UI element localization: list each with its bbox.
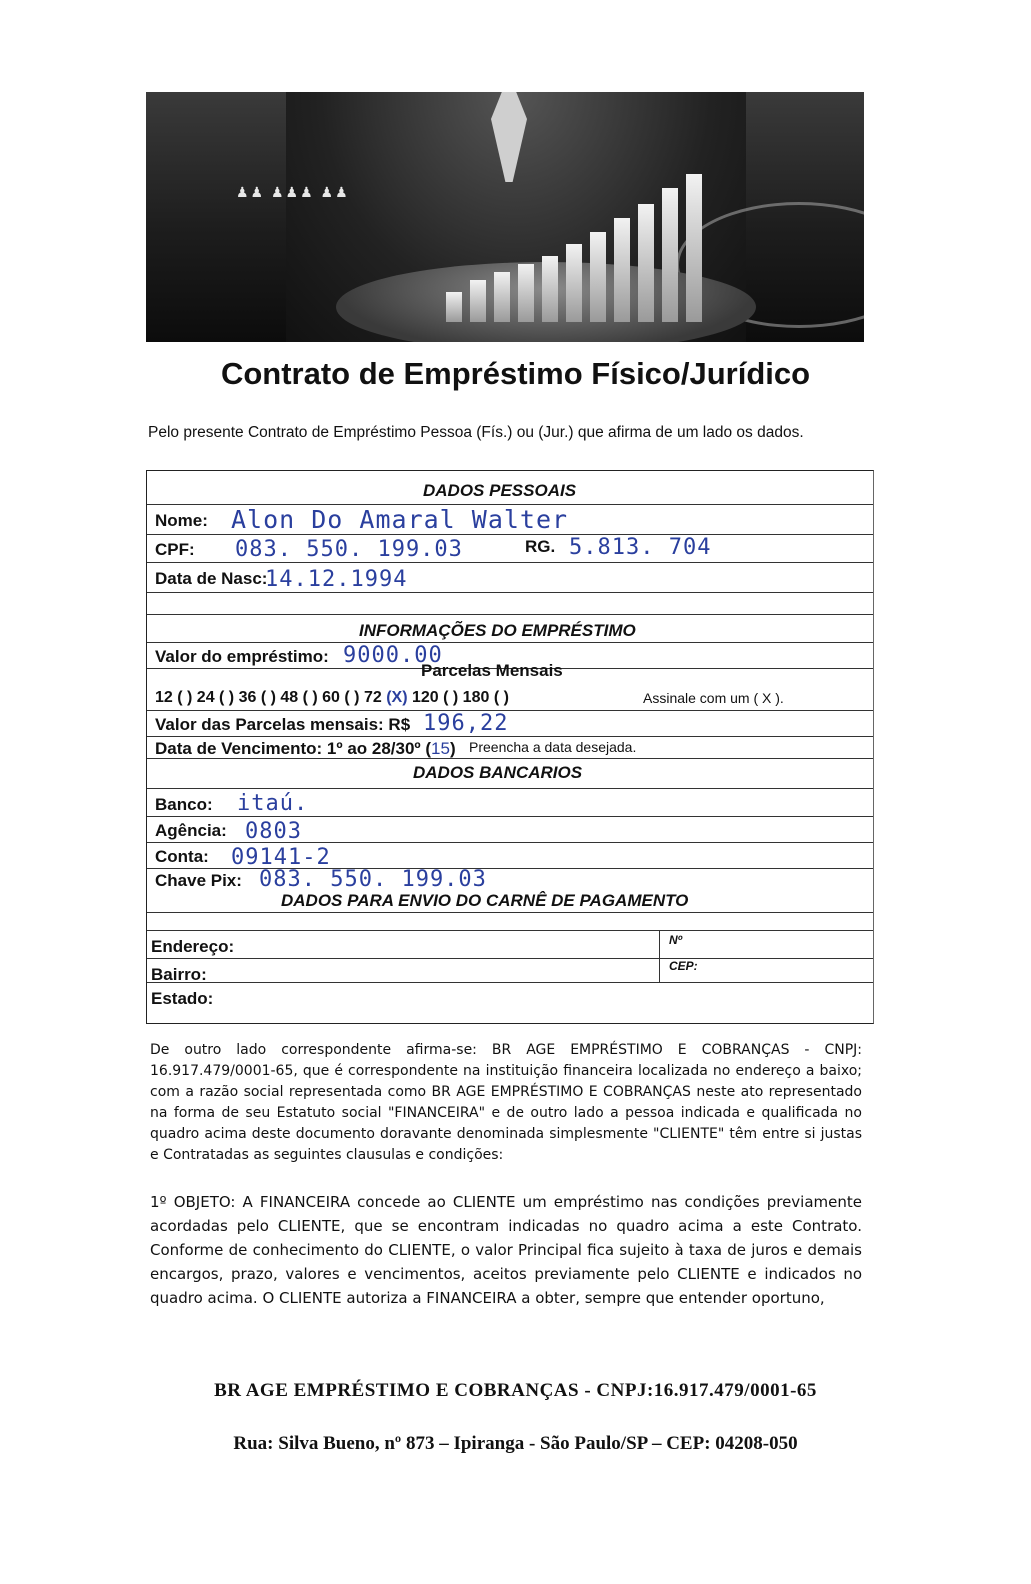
state-label: Estado: xyxy=(151,989,214,1008)
agency-value: 0803 xyxy=(245,819,302,844)
name-label: Nome: xyxy=(155,511,208,530)
name-value: Alon Do Amaral Walter xyxy=(231,505,569,534)
section-personal-title: DADOS PESSOAIS xyxy=(423,481,577,500)
shipping-divider xyxy=(659,931,660,983)
birth-label: Data de Nasc: xyxy=(155,569,268,588)
due-label xyxy=(155,739,456,759)
name-row xyxy=(147,505,873,535)
number-label: Nº xyxy=(669,933,683,947)
due-close: ) xyxy=(449,739,456,758)
monthly-value: 196,22 xyxy=(423,711,509,736)
pix-label: Chave Pix: xyxy=(155,871,242,890)
due-value: 15 xyxy=(431,739,450,758)
due-hint: Preencha a data desejada. xyxy=(469,739,637,755)
section-bank-title: DADOS BANCARIOS xyxy=(413,763,583,782)
amount-value: 9000.00 xyxy=(343,643,443,668)
cpf-row xyxy=(147,535,873,563)
state-row xyxy=(147,983,873,1013)
rg-label: RG. xyxy=(525,537,556,556)
section-bank-row xyxy=(147,759,873,789)
pix-row xyxy=(147,867,873,892)
installments-hint: Assinale com um ( X ). xyxy=(643,690,784,706)
installments-options-text: 12 ( ) 24 ( ) 36 ( ) 48 ( ) 60 ( ) 72 xyxy=(155,689,382,706)
section-shipping-title: DADOS PARA ENVIO DO CARNÊ DE PAGAMENTO xyxy=(281,891,689,910)
address-label: Endereço: xyxy=(151,937,235,956)
people-silhouettes: ♟♟ ♟♟♟ ♟♟ xyxy=(236,184,350,200)
installments-title-row xyxy=(147,661,873,687)
header-banner-image xyxy=(146,92,864,342)
bank-row xyxy=(147,789,873,817)
address-row xyxy=(147,931,873,959)
amount-label: Valor do empréstimo: xyxy=(155,647,329,666)
installments-options-row xyxy=(147,687,873,711)
birth-value: 14.12.1994 xyxy=(265,567,408,592)
section-personal-row xyxy=(147,471,873,505)
account-label: Conta: xyxy=(155,847,209,866)
intro-text: Pelo presente Contrato de Empréstimo Pessoa (Fís.) ou (Jur.) que afirma de um lado os dados. xyxy=(148,424,804,441)
contract-clause-1: 1º OBJETO: A FINANCEIRA concede ao CLIENTE um empréstimo nas condições previamente acordadas pelo CLIENTE, que se encontram indicadas no quadro acima a este Contrato. Conforme de conhecimento do CLIENTE, o valor Principal fica sujeito à taxa de juros e demais encargos, prazo, valores e vencimentos, aceitos previamente pelo CLIENTE e indicados no quadro acima. O CLIENTE autoriza a FINANCEIRA a obter, sempre que entender oportuno, xyxy=(150,1193,862,1307)
shipping-spacer-row xyxy=(147,913,873,931)
contract-paragraph-parties: De outro lado correspondente afirma-se: BR AGE EMPRÉSTIMO E COBRANÇAS - CNPJ: 16.917.479/0001-65, que é correspondente na instituição financeira localizada no endereço a baixo; com a razão social representada como BR AGE EMPRÉSTIMO E COBRANÇAS neste ato representado na forma de seu Estatuto social "FINANCEIRA" e de outro lado a pessoa indicada e qualificada no quadro acima deste documento doravante denominada simplesmente "CLIENTE" têm entre si justas e Contratadas as seguintes clausulas e condições: xyxy=(150,1042,862,1163)
due-row xyxy=(147,737,873,759)
section-shipping-row xyxy=(147,887,873,913)
account-value: 09141-2 xyxy=(231,845,331,870)
cep-label: CEP: xyxy=(669,959,698,973)
cpf-label: CPF: xyxy=(155,540,195,559)
growth-bars-graphic xyxy=(446,172,786,322)
due-label-text: Data de Vencimento: 1º ao 28/30º ( xyxy=(155,739,432,758)
district-label: Bairro: xyxy=(151,965,207,984)
contract-form xyxy=(146,470,874,1024)
cpf-value: 083. 550. 199.03 xyxy=(235,537,463,562)
district-row xyxy=(147,959,873,983)
rg-value: 5.813. 704 xyxy=(569,535,712,560)
bank-label: Banco: xyxy=(155,795,213,814)
installments-options xyxy=(155,689,509,707)
pix-value: 083. 550. 199.03 xyxy=(259,867,487,892)
installments-options-rest: 120 ( ) 180 ( ) xyxy=(411,689,509,706)
section-loan-row xyxy=(147,615,873,643)
agency-row xyxy=(147,817,873,843)
installments-title: Parcelas Mensais xyxy=(421,661,563,680)
installments-selected-mark: (X) xyxy=(386,689,408,706)
page-title: Contrato de Empréstimo Físico/Jurídico xyxy=(220,356,811,391)
monthly-row xyxy=(147,711,873,737)
birth-row xyxy=(147,563,873,593)
agency-label: Agência: xyxy=(155,821,227,840)
footer-address: Rua: Silva Bueno, nº 873 – Ipiranga - São Paulo/SP – CEP: 04208-050 xyxy=(233,1433,798,1454)
account-row xyxy=(147,843,873,869)
monthly-label: Valor das Parcelas mensais: R$ xyxy=(155,715,411,734)
spacer-row xyxy=(147,593,873,615)
bank-value: itaú. xyxy=(237,791,309,816)
section-loan-title: INFORMAÇÕES DO EMPRÉSTIMO xyxy=(359,621,636,640)
footer-company: BR AGE EMPRÉSTIMO E COBRANÇAS - CNPJ:16.917.479/0001-65 xyxy=(214,1380,817,1401)
